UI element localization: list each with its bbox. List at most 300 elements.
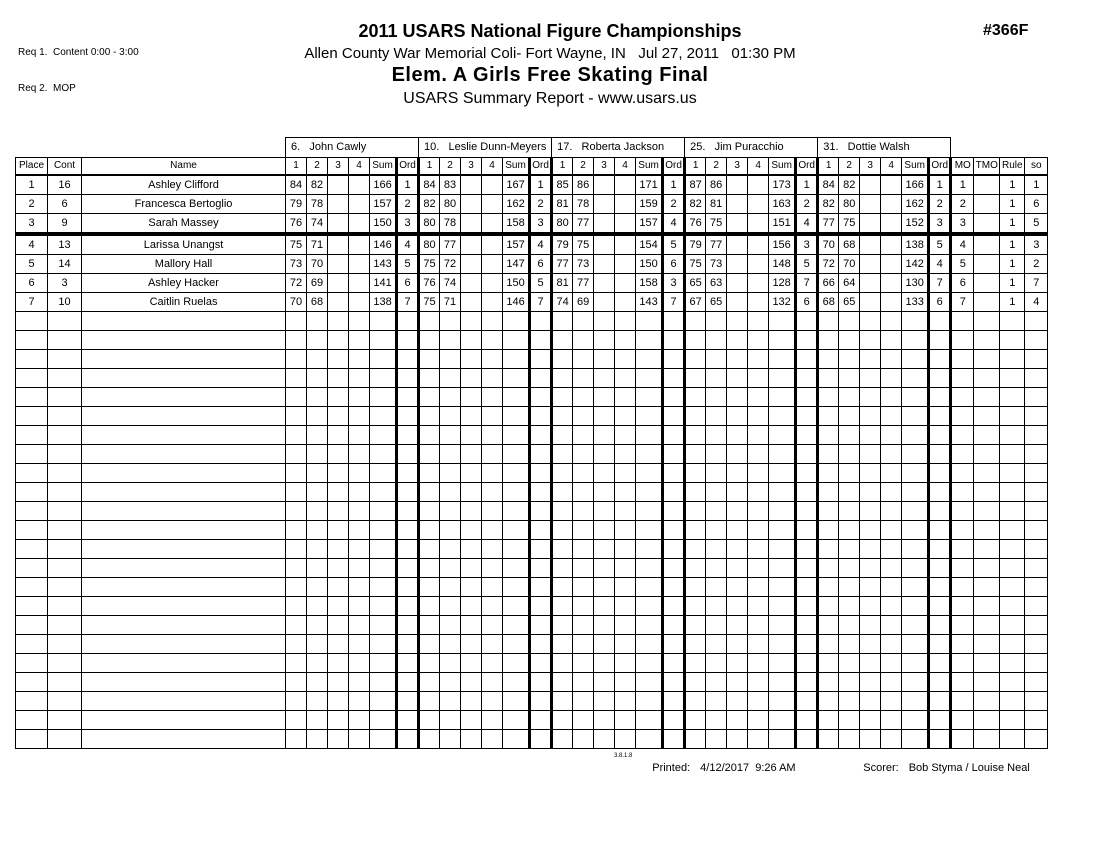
empty-cell	[951, 483, 974, 502]
empty-cell	[530, 407, 552, 426]
empty-cell	[530, 578, 552, 597]
empty-cell	[663, 578, 685, 597]
empty-cell	[881, 369, 902, 388]
empty-cell	[748, 331, 769, 350]
empty-cell	[573, 521, 594, 540]
empty-cell	[881, 654, 902, 673]
empty-cell	[929, 388, 951, 407]
empty-cell	[82, 616, 286, 635]
score-header: 2	[839, 158, 860, 176]
score-cell: 85	[552, 175, 573, 195]
place-cell: 1	[16, 175, 48, 195]
empty-cell	[615, 445, 636, 464]
empty-cell	[727, 426, 748, 445]
empty-cell	[706, 616, 727, 635]
empty-cell	[82, 540, 286, 559]
empty-cell	[929, 426, 951, 445]
empty-cell	[16, 654, 48, 673]
score-cell	[482, 214, 503, 235]
empty-cell	[552, 483, 573, 502]
empty-cell	[552, 654, 573, 673]
empty-cell	[839, 616, 860, 635]
empty-cell	[349, 464, 370, 483]
place-cell: 2	[16, 195, 48, 214]
empty-cell	[419, 350, 440, 369]
sum-cell: 128	[769, 274, 796, 293]
empty-row	[16, 692, 1048, 711]
empty-cell	[860, 730, 881, 749]
score-cell: 82	[818, 195, 839, 214]
empty-cell	[974, 521, 1000, 540]
empty-cell	[902, 654, 929, 673]
empty-cell	[594, 559, 615, 578]
score-header: 3	[727, 158, 748, 176]
score-cell	[860, 175, 881, 195]
score-cell: 72	[818, 255, 839, 274]
result-row	[16, 274, 1048, 293]
empty-cell	[860, 407, 881, 426]
empty-cell	[594, 445, 615, 464]
empty-cell	[663, 559, 685, 578]
empty-cell	[748, 388, 769, 407]
rule-cell: 1	[1000, 175, 1025, 195]
empty-cell	[860, 331, 881, 350]
score-cell: 75	[685, 255, 706, 274]
empty-cell	[440, 673, 461, 692]
empty-cell	[748, 407, 769, 426]
empty-cell	[48, 578, 82, 597]
empty-cell	[748, 483, 769, 502]
empty-cell	[530, 445, 552, 464]
sum-cell: 162	[902, 195, 929, 214]
empty-cell	[307, 502, 328, 521]
empty-cell	[839, 730, 860, 749]
empty-cell	[482, 350, 503, 369]
empty-cell	[929, 559, 951, 578]
empty-cell	[663, 673, 685, 692]
empty-cell	[530, 692, 552, 711]
score-cell: 82	[685, 195, 706, 214]
score-cell: 84	[286, 175, 307, 195]
empty-cell	[286, 483, 307, 502]
empty-cell	[48, 502, 82, 521]
empty-cell	[530, 502, 552, 521]
empty-cell	[397, 483, 419, 502]
empty-cell	[503, 331, 530, 350]
sum-cell: 154	[636, 234, 663, 255]
score-cell: 80	[440, 195, 461, 214]
empty-cell	[929, 312, 951, 331]
empty-cell	[769, 711, 796, 730]
empty-cell	[902, 711, 929, 730]
empty-cell	[769, 559, 796, 578]
empty-cell	[328, 350, 349, 369]
empty-cell	[419, 673, 440, 692]
empty-cell	[370, 521, 397, 540]
empty-cell	[706, 483, 727, 502]
empty-cell	[349, 540, 370, 559]
empty-cell	[636, 730, 663, 749]
empty-cell	[951, 445, 974, 464]
empty-cell	[818, 635, 839, 654]
score-cell	[461, 175, 482, 195]
empty-cell	[1025, 635, 1048, 654]
score-cell: 68	[839, 234, 860, 255]
empty-cell	[16, 331, 48, 350]
ord-cell: 2	[530, 195, 552, 214]
score-header: 2	[706, 158, 727, 176]
empty-cell	[727, 540, 748, 559]
score-cell	[615, 175, 636, 195]
score-cell: 72	[440, 255, 461, 274]
score-cell	[860, 214, 881, 235]
empty-cell	[419, 597, 440, 616]
empty-cell	[397, 407, 419, 426]
empty-cell	[397, 597, 419, 616]
score-cell: 82	[307, 175, 328, 195]
score-header: 3	[860, 158, 881, 176]
empty-cell	[48, 540, 82, 559]
empty-cell	[727, 654, 748, 673]
empty-cell	[328, 407, 349, 426]
empty-cell	[16, 483, 48, 502]
score-cell	[727, 175, 748, 195]
empty-cell	[482, 597, 503, 616]
score-cell	[881, 274, 902, 293]
empty-cell	[397, 388, 419, 407]
empty-cell	[530, 616, 552, 635]
empty-cell	[727, 369, 748, 388]
empty-cell	[685, 673, 706, 692]
empty-cell	[461, 635, 482, 654]
score-cell: 86	[706, 175, 727, 195]
empty-cell	[594, 502, 615, 521]
empty-cell	[286, 407, 307, 426]
empty-cell	[706, 388, 727, 407]
empty-cell	[48, 711, 82, 730]
empty-cell	[503, 502, 530, 521]
empty-cell	[1000, 616, 1025, 635]
empty-cell	[727, 559, 748, 578]
score-cell: 87	[685, 175, 706, 195]
empty-cell	[461, 426, 482, 445]
empty-cell	[748, 692, 769, 711]
empty-cell	[748, 616, 769, 635]
empty-cell	[286, 711, 307, 730]
sum-cell: 151	[769, 214, 796, 235]
empty-cell	[769, 483, 796, 502]
empty-cell	[796, 559, 818, 578]
empty-cell	[769, 597, 796, 616]
score-header: 4	[881, 158, 902, 176]
empty-cell	[16, 445, 48, 464]
cont-cell: 14	[48, 255, 82, 274]
score-header: 4	[615, 158, 636, 176]
empty-cell	[706, 730, 727, 749]
empty-cell	[370, 540, 397, 559]
empty-cell	[82, 635, 286, 654]
empty-cell	[503, 312, 530, 331]
ord-cell: 1	[663, 175, 685, 195]
empty-cell	[286, 369, 307, 388]
empty-cell	[706, 331, 727, 350]
empty-cell	[552, 540, 573, 559]
empty-cell	[663, 369, 685, 388]
empty-cell	[748, 426, 769, 445]
empty-cell	[636, 654, 663, 673]
empty-cell	[286, 578, 307, 597]
empty-cell	[1025, 312, 1048, 331]
empty-cell	[503, 407, 530, 426]
empty-cell	[839, 654, 860, 673]
empty-cell	[951, 673, 974, 692]
empty-cell	[727, 673, 748, 692]
score-cell	[482, 195, 503, 214]
empty-cell	[307, 578, 328, 597]
empty-cell	[573, 350, 594, 369]
empty-cell	[503, 388, 530, 407]
ord-cell: 7	[929, 274, 951, 293]
empty-cell	[573, 407, 594, 426]
empty-cell	[860, 540, 881, 559]
empty-cell	[328, 369, 349, 388]
empty-cell	[769, 426, 796, 445]
empty-cell	[902, 597, 929, 616]
empty-cell	[839, 388, 860, 407]
score-cell: 78	[307, 195, 328, 214]
empty-cell	[349, 502, 370, 521]
ord-cell: 4	[530, 234, 552, 255]
empty-cell	[615, 635, 636, 654]
empty-cell	[328, 578, 349, 597]
empty-cell	[769, 521, 796, 540]
empty-row	[16, 673, 1048, 692]
empty-cell	[748, 369, 769, 388]
empty-cell	[1000, 578, 1025, 597]
empty-cell	[839, 464, 860, 483]
score-cell: 80	[419, 234, 440, 255]
req-line-2: Req 2. MOP	[18, 83, 76, 94]
score-header: 1	[286, 158, 307, 176]
empty-cell	[902, 483, 929, 502]
so-cell: 2	[1025, 255, 1048, 274]
empty-cell	[573, 464, 594, 483]
empty-cell	[615, 407, 636, 426]
empty-row	[16, 730, 1048, 749]
empty-cell	[349, 673, 370, 692]
empty-cell	[974, 597, 1000, 616]
empty-cell	[796, 578, 818, 597]
empty-cell	[482, 407, 503, 426]
score-cell: 75	[573, 234, 594, 255]
score-cell: 76	[419, 274, 440, 293]
score-cell: 79	[552, 234, 573, 255]
empty-cell	[974, 616, 1000, 635]
empty-cell	[82, 654, 286, 673]
empty-cell	[663, 654, 685, 673]
empty-cell	[685, 369, 706, 388]
empty-cell	[349, 711, 370, 730]
empty-cell	[1000, 635, 1025, 654]
empty-cell	[685, 730, 706, 749]
empty-cell	[974, 331, 1000, 350]
empty-cell	[663, 331, 685, 350]
empty-cell	[1025, 730, 1048, 749]
empty-cell	[1025, 521, 1048, 540]
empty-row	[16, 540, 1048, 559]
tmo-cell	[974, 293, 1000, 312]
empty-cell	[594, 312, 615, 331]
empty-cell	[839, 540, 860, 559]
empty-cell	[902, 426, 929, 445]
score-cell	[881, 234, 902, 255]
score-cell	[860, 195, 881, 214]
venue-line: Allen County War Memorial Coli- Fort Wayne, IN Jul 27, 2011 01:30 PM	[304, 45, 796, 62]
ord-cell: 3	[397, 214, 419, 235]
empty-cell	[902, 559, 929, 578]
empty-cell	[860, 388, 881, 407]
empty-cell	[461, 483, 482, 502]
empty-cell	[685, 483, 706, 502]
empty-cell	[1000, 426, 1025, 445]
empty-cell	[461, 464, 482, 483]
empty-cell	[902, 502, 929, 521]
empty-cell	[349, 350, 370, 369]
empty-cell	[461, 578, 482, 597]
tmo-cell	[974, 175, 1000, 195]
empty-cell	[951, 312, 974, 331]
empty-cell	[706, 578, 727, 597]
empty-cell	[82, 502, 286, 521]
empty-cell	[636, 426, 663, 445]
empty-cell	[1025, 616, 1048, 635]
empty-cell	[796, 521, 818, 540]
empty-cell	[636, 578, 663, 597]
empty-cell	[397, 464, 419, 483]
empty-cell	[860, 312, 881, 331]
empty-cell	[860, 673, 881, 692]
sum-cell: 157	[636, 214, 663, 235]
empty-cell	[796, 711, 818, 730]
empty-cell	[552, 426, 573, 445]
empty-cell	[974, 692, 1000, 711]
empty-cell	[636, 350, 663, 369]
empty-cell	[881, 502, 902, 521]
empty-cell	[685, 711, 706, 730]
score-cell: 80	[419, 214, 440, 235]
score-cell	[860, 255, 881, 274]
empty-cell	[503, 597, 530, 616]
empty-cell	[685, 540, 706, 559]
empty-cell	[636, 407, 663, 426]
empty-cell	[440, 635, 461, 654]
sum-cell: 171	[636, 175, 663, 195]
ord-cell: 4	[397, 234, 419, 255]
empty-cell	[307, 540, 328, 559]
empty-cell	[706, 426, 727, 445]
empty-cell	[902, 521, 929, 540]
sum-header: Sum	[503, 158, 530, 176]
empty-cell	[461, 730, 482, 749]
empty-cell	[82, 673, 286, 692]
empty-cell	[461, 540, 482, 559]
empty-cell	[796, 407, 818, 426]
empty-cell	[82, 312, 286, 331]
empty-row	[16, 350, 1048, 369]
empty-row	[16, 483, 1048, 502]
empty-cell	[482, 426, 503, 445]
empty-cell	[16, 692, 48, 711]
empty-cell	[307, 369, 328, 388]
score-cell: 79	[685, 234, 706, 255]
empty-cell	[974, 388, 1000, 407]
empty-cell	[1025, 483, 1048, 502]
empty-cell	[440, 711, 461, 730]
empty-cell	[307, 312, 328, 331]
empty-cell	[636, 540, 663, 559]
score-cell: 70	[307, 255, 328, 274]
empty-cell	[573, 578, 594, 597]
empty-cell	[929, 502, 951, 521]
empty-cell	[349, 483, 370, 502]
ord-cell: 6	[929, 293, 951, 312]
scorer-info	[851, 750, 1030, 786]
empty-cell	[860, 502, 881, 521]
empty-cell	[1000, 502, 1025, 521]
cont-cell: 10	[48, 293, 82, 312]
empty-row	[16, 464, 1048, 483]
name-cell: Mallory Hall	[82, 255, 286, 274]
empty-cell	[818, 407, 839, 426]
score-cell: 75	[419, 255, 440, 274]
empty-cell	[48, 312, 82, 331]
empty-cell	[839, 521, 860, 540]
empty-cell	[796, 635, 818, 654]
empty-cell	[370, 388, 397, 407]
empty-cell	[951, 369, 974, 388]
score-cell	[349, 175, 370, 195]
empty-cell	[594, 407, 615, 426]
empty-cell	[860, 369, 881, 388]
score-cell	[594, 214, 615, 235]
empty-cell	[748, 559, 769, 578]
empty-cell	[552, 350, 573, 369]
empty-cell	[769, 388, 796, 407]
empty-cell	[974, 483, 1000, 502]
ord-cell: 3	[929, 214, 951, 235]
empty-cell	[974, 350, 1000, 369]
score-cell: 74	[307, 214, 328, 235]
empty-cell	[748, 350, 769, 369]
score-cell	[349, 214, 370, 235]
empty-cell	[370, 502, 397, 521]
ord-cell: 1	[397, 175, 419, 195]
empty-cell	[370, 635, 397, 654]
empty-cell	[370, 369, 397, 388]
empty-cell	[440, 559, 461, 578]
empty-cell	[860, 711, 881, 730]
empty-cell	[440, 388, 461, 407]
empty-cell	[748, 445, 769, 464]
empty-cell	[615, 502, 636, 521]
empty-cell	[328, 673, 349, 692]
ord-cell: 3	[796, 234, 818, 255]
empty-cell	[929, 616, 951, 635]
empty-cell	[1000, 730, 1025, 749]
ord-cell: 6	[530, 255, 552, 274]
empty-cell	[461, 711, 482, 730]
empty-cell	[503, 635, 530, 654]
